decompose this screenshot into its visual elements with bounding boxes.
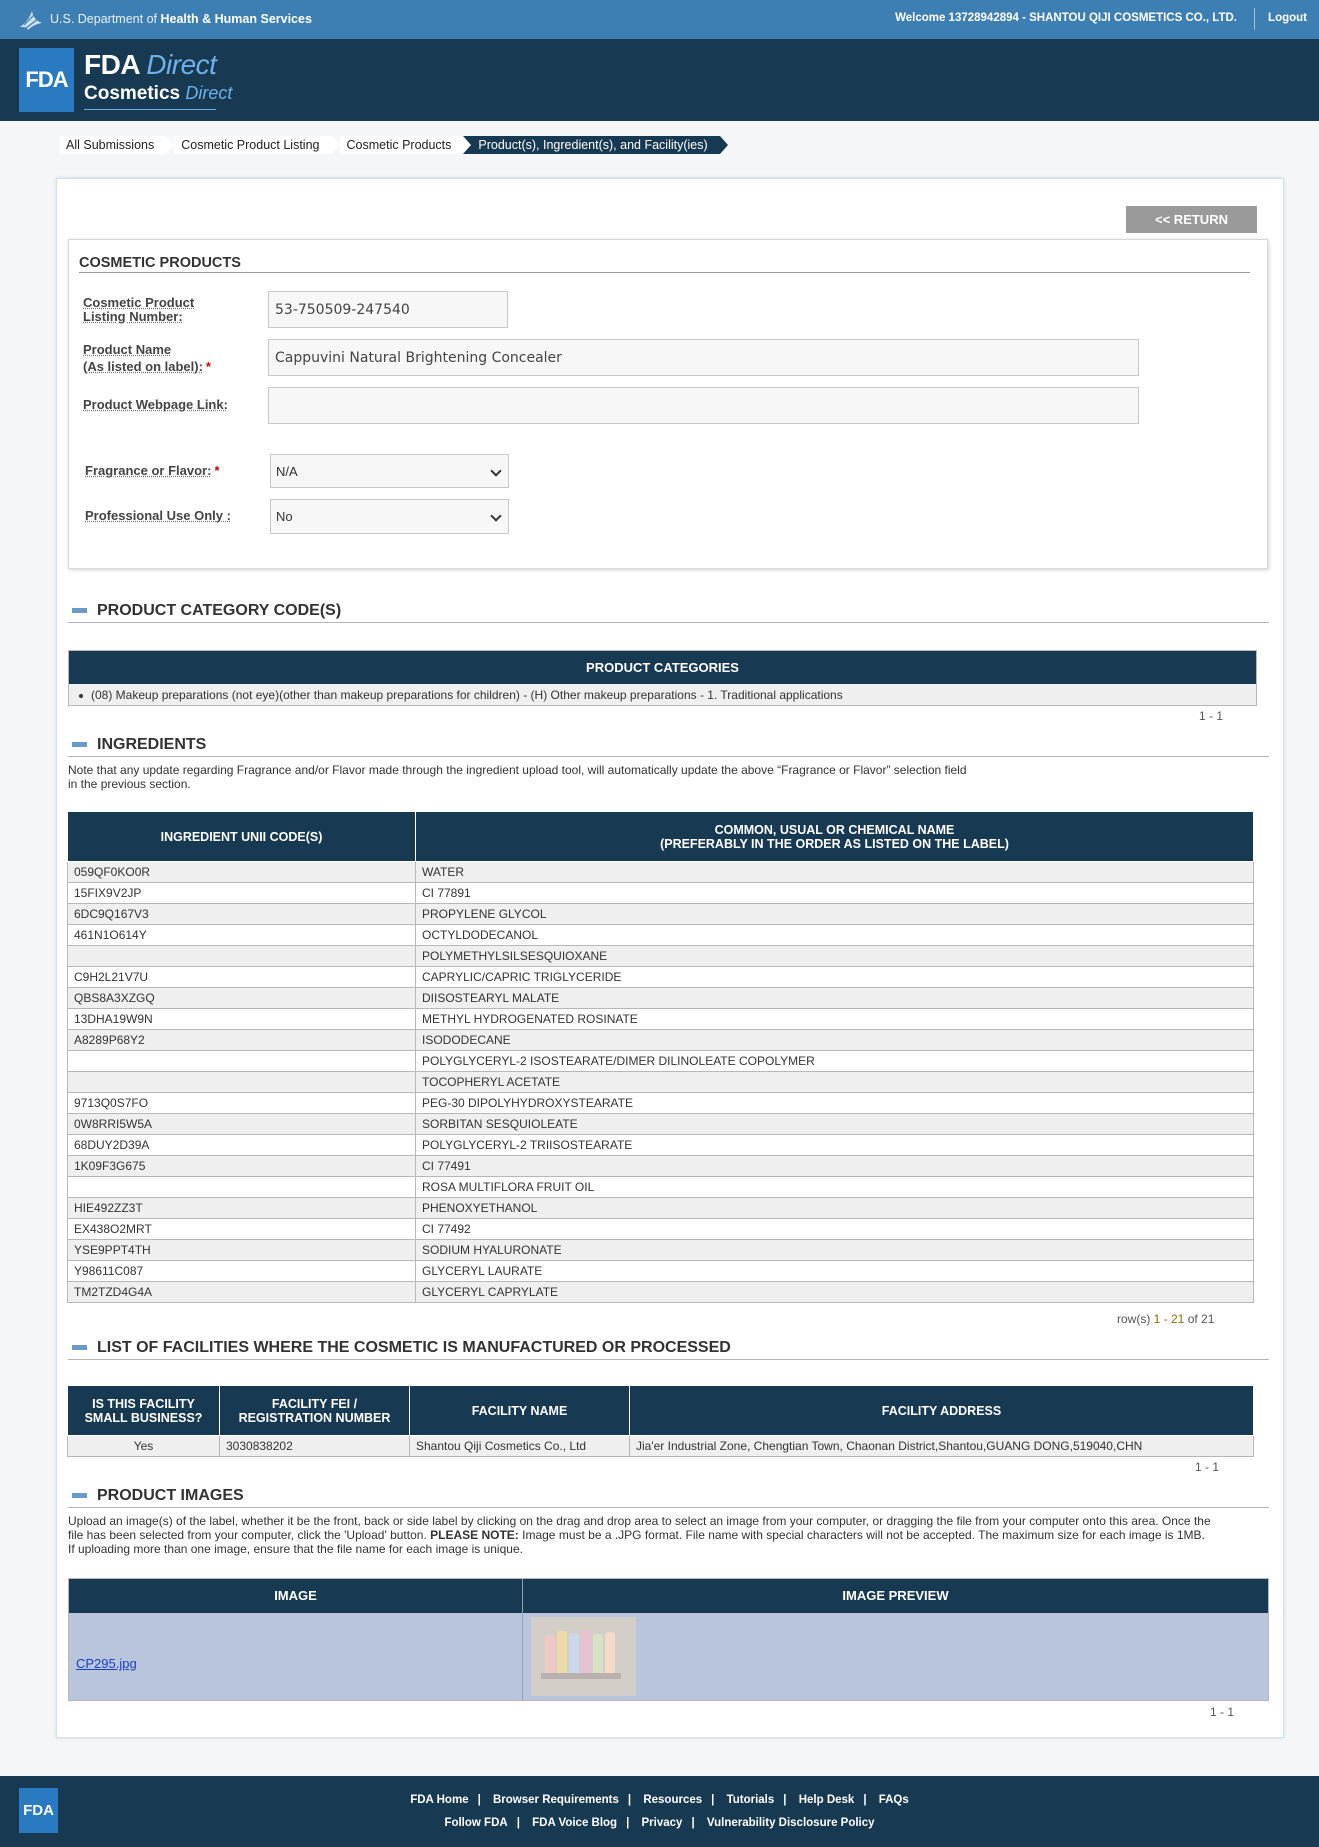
table-row xyxy=(68,988,1254,1009)
facility-name-header: FACILITY NAME xyxy=(410,1386,630,1436)
ingredient-unii-cell: 461N1O614Y xyxy=(68,925,416,946)
ingredient-name-cell: SORBITAN SESQUIOLEATE xyxy=(416,1114,1254,1135)
product-category-title: PRODUCT CATEGORY CODE(S) xyxy=(97,602,342,619)
facility-address-header: FACILITY ADDRESS xyxy=(630,1386,1254,1436)
ingredient-name-cell: SODIUM HYALURONATE xyxy=(416,1240,1254,1261)
section-divider xyxy=(79,272,1250,273)
table-row xyxy=(68,1282,1254,1303)
product-name-field[interactable]: Cappuvini Natural Brightening Concealer xyxy=(268,339,1139,376)
ingredient-unii-cell: YSE9PPT4TH xyxy=(68,1240,416,1261)
table-row xyxy=(68,946,1254,967)
webpage-link-field[interactable] xyxy=(268,387,1139,424)
ingredient-unii-cell: QBS8A3XZGQ xyxy=(68,988,416,1009)
table-row xyxy=(68,904,1254,925)
footer-links-row-1: FDA Home | Browser Requirements | Resources | Tutorials | Help Desk | FAQs xyxy=(410,1794,909,1806)
ingredient-unii-cell: Y98611C087 xyxy=(68,1261,416,1282)
facility-address-cell: Jia'er Industrial Zone, Chengtian Town, Chaonan District,Shantou,GUANG DONG,519040,CHN xyxy=(630,1436,1254,1457)
ingredient-name-cell: CI 77492 xyxy=(416,1219,1254,1240)
ingredient-name-cell: METHYL HYDROGENATED ROSINATE xyxy=(416,1009,1254,1030)
ingredient-name-cell: CI 77491 xyxy=(416,1156,1254,1177)
collapse-icon[interactable] xyxy=(72,1493,87,1498)
table-row xyxy=(68,1240,1254,1261)
product-name-label: Product Name (As listed on label): * xyxy=(83,342,211,374)
footer-links-row-2: Follow FDA | FDA Voice Blog | Privacy | Vulnerability Disclosure Policy xyxy=(444,1817,875,1829)
image-file-link[interactable]: CP295.jpg xyxy=(76,1656,137,1671)
professional-use-select[interactable]: No xyxy=(270,499,509,534)
ingredient-unii-header: INGREDIENT UNII CODE(S) xyxy=(68,812,416,862)
hhs-agency-text: U.S. Department of Health & Human Services xyxy=(50,12,312,26)
ingredient-name-cell: TOCOPHERYL ACETATE xyxy=(416,1072,1254,1093)
required-marker: * xyxy=(205,359,211,374)
ingredient-name-header: COMMON, USUAL OR CHEMICAL NAME (PREFERABLY IN THE ORDER AS LISTED ON THE LABEL) xyxy=(416,812,1254,862)
product-images-title: PRODUCT IMAGES xyxy=(97,1487,244,1504)
ingredients-title: INGREDIENTS xyxy=(97,736,207,753)
table-row xyxy=(68,1030,1254,1051)
ingredients-note: Note that any update regarding Fragrance and/or Flavor made through the ingredient upload tool, will automatically update the above “Fragrance or Flavor” selection field in the previous section. xyxy=(68,763,967,791)
ingredient-unii-cell: 13DHA19W9N xyxy=(68,1009,416,1030)
listing-number-field[interactable]: 53-750509-247540 xyxy=(268,291,508,328)
ingredient-name-cell: DIISOSTEARYL MALATE xyxy=(416,988,1254,1009)
ingredient-unii-cell xyxy=(68,1072,416,1093)
footer xyxy=(0,1776,1319,1847)
table-row xyxy=(68,1009,1254,1030)
ingredient-name-cell: ROSA MULTIFLORA FRUIT OIL xyxy=(416,1177,1254,1198)
ingredient-unii-cell xyxy=(68,1051,416,1072)
section-divider xyxy=(68,622,1269,623)
ingredient-name-cell: POLYGLYCERYL-2 ISOSTEARATE/DIMER DILINOLEATE COPOLYMER xyxy=(416,1051,1254,1072)
product-images-table xyxy=(68,1578,1269,1701)
ingredient-unii-cell: 9713Q0S7FO xyxy=(68,1093,416,1114)
product-categories-table xyxy=(68,650,1257,706)
return-button[interactable]: << RETURN xyxy=(1126,206,1257,233)
ingredients-pager: row(s) 1 - 21 of 21 xyxy=(1117,1312,1215,1326)
ingredient-unii-cell: C9H2L21V7U xyxy=(68,967,416,988)
breadcrumb xyxy=(59,136,728,154)
image-preview-header: IMAGE PREVIEW xyxy=(523,1579,1268,1613)
table-row xyxy=(68,967,1254,988)
product-images-note: Upload an image(s) of the label, whether it be the front, back or side label by clicking on the drag and drop area to select an image from your computer, or dragging the file from your computer onto this area. Once the file has been selected from your computer, click the 'Upload' button. PLEASE NOTE: Image must be a .JPG format. File name with special characters will not be accepted. The maximum size for each image is 1MB. If uploading more than one image, ensure that the file name for each image is unique. xyxy=(68,1514,1211,1556)
ingredient-name-cell: PHENOXYETHANOL xyxy=(416,1198,1254,1219)
product-photo-icon xyxy=(531,1617,636,1696)
hhs-top-bar xyxy=(0,0,1319,39)
table-row xyxy=(68,1114,1254,1135)
required-marker: * xyxy=(214,463,220,478)
collapse-icon[interactable] xyxy=(72,1345,87,1350)
facilities-title: LIST OF FACILITIES WHERE THE COSMETIC IS MANUFACTURED OR PROCESSED xyxy=(97,1339,731,1356)
ingredients-table-body xyxy=(68,862,1254,1303)
fda-header xyxy=(0,39,1319,121)
breadcrumb-all-submissions[interactable]: All Submissions xyxy=(59,136,166,154)
product-image-thumbnail[interactable] xyxy=(531,1617,636,1696)
ingredient-name-cell: OCTYLDODECANOL xyxy=(416,925,1254,946)
table-row xyxy=(68,883,1254,904)
section-divider xyxy=(68,1507,1269,1508)
breadcrumb-current-page: Product(s), Ingredient(s), and Facility(ies) xyxy=(471,136,719,154)
fda-direct-title: FDA Direct xyxy=(84,49,217,80)
ingredient-name-cell: GLYCERYL CAPRYLATE xyxy=(416,1282,1254,1303)
table-row xyxy=(68,925,1254,946)
table-row xyxy=(68,1177,1254,1198)
ingredient-name-cell: PROPYLENE GLYCOL xyxy=(416,904,1254,925)
breadcrumb-cosmetic-products[interactable]: Cosmetic Products xyxy=(340,136,464,154)
footer-link-vulnerability-disclosure[interactable]: Vulnerability Disclosure Policy xyxy=(706,1817,875,1829)
ingredient-unii-cell: 68DUY2D39A xyxy=(68,1135,416,1156)
footer-link-browser-requirements[interactable]: Browser Requirements xyxy=(493,1794,619,1806)
fei-cell: 3030838202 xyxy=(220,1436,410,1457)
section-divider xyxy=(68,1359,1269,1360)
category-item: (08) Makeup preparations (not eye)(other than makeup preparations for children) - (H) Other makeup preparations - 1. Traditional applications xyxy=(69,684,1256,706)
fragrance-select[interactable]: N/A xyxy=(270,454,509,488)
cosmetics-direct-title: Cosmetics Direct xyxy=(84,83,233,104)
footer-link-resources[interactable]: Resources xyxy=(643,1794,703,1806)
ingredient-name-cell: PEG-30 DIPOLYHYDROXYSTEARATE xyxy=(416,1093,1254,1114)
fei-header: FACILITY FEI / REGISTRATION NUMBER xyxy=(220,1386,410,1436)
ingredient-unii-cell: EX438O2MRT xyxy=(68,1219,416,1240)
footer-link-follow-fda[interactable]: Follow FDA xyxy=(444,1817,508,1829)
table-row xyxy=(68,1261,1254,1282)
table-row xyxy=(68,1135,1254,1156)
ingredient-unii-cell: 0W8RRI5W5A xyxy=(68,1114,416,1135)
table-row xyxy=(69,1613,1268,1700)
small-business-header: IS THIS FACILITY SMALL BUSINESS? xyxy=(68,1386,220,1436)
facility-name-cell: Shantou Qiji Cosmetics Co., Ltd xyxy=(410,1436,630,1457)
ingredient-unii-cell: TM2TZD4G4A xyxy=(68,1282,416,1303)
collapse-icon[interactable] xyxy=(72,742,87,747)
table-row xyxy=(68,1156,1254,1177)
listing-number-label: Cosmetic Product Listing Number: xyxy=(83,295,195,324)
chevron-down-icon xyxy=(490,465,501,476)
table-row xyxy=(68,1198,1254,1219)
image-header: IMAGE xyxy=(69,1579,522,1613)
footer-link-faqs[interactable]: FAQs xyxy=(878,1794,909,1806)
logout-link[interactable]: Logout xyxy=(1268,12,1307,24)
ingredient-name-cell: WATER xyxy=(416,862,1254,883)
cosmetic-products-title: COSMETIC PRODUCTS xyxy=(79,255,241,271)
ingredient-name-cell: CAPRYLIC/CAPRIC TRIGLYCERIDE xyxy=(416,967,1254,988)
ingredient-unii-cell xyxy=(68,946,416,967)
footer-link-fda-home[interactable]: FDA Home xyxy=(410,1794,469,1806)
facilities-pager: 1 - 1 xyxy=(1195,1460,1220,1474)
webpage-link-label: Product Webpage Link: xyxy=(83,397,228,412)
ingredient-unii-cell: 059QF0KO0R xyxy=(68,862,416,883)
footer-link-fda-voice-blog[interactable]: FDA Voice Blog xyxy=(532,1817,618,1829)
images-pager: 1 - 1 xyxy=(1210,1705,1235,1719)
table-row xyxy=(68,1436,1254,1457)
column-divider xyxy=(522,1579,523,1700)
fragrance-label: Fragrance or Flavor: * xyxy=(85,463,220,478)
product-categories-header: PRODUCT CATEGORIES xyxy=(69,651,1256,684)
hhs-eagle-icon xyxy=(18,9,44,31)
small-business-cell: Yes xyxy=(68,1436,220,1457)
ingredient-unii-cell: HIE492ZZ3T xyxy=(68,1198,416,1219)
table-row xyxy=(68,862,1254,883)
fda-logo[interactable]: FDA xyxy=(19,48,74,112)
ingredient-unii-cell: 6DC9Q167V3 xyxy=(68,904,416,925)
table-row xyxy=(68,1051,1254,1072)
facilities-table xyxy=(67,1385,1254,1457)
ingredient-unii-cell: 1K09F3G675 xyxy=(68,1156,416,1177)
footer-link-privacy[interactable]: Privacy xyxy=(641,1817,683,1829)
welcome-text: Welcome 13728942894 - SHANTOU QIJI COSMETICS CO., LTD. xyxy=(895,12,1237,24)
ingredient-name-cell: ISODODECANE xyxy=(416,1030,1254,1051)
ingredient-unii-cell: A8289P68Y2 xyxy=(68,1030,416,1051)
professional-use-label: Professional Use Only : xyxy=(85,508,231,523)
ingredient-name-cell: POLYMETHYLSILSESQUIOXANE xyxy=(416,946,1254,967)
ingredient-name-cell: POLYGLYCERYL-2 TRIISOSTEARATE xyxy=(416,1135,1254,1156)
footer-link-tutorials[interactable]: Tutorials xyxy=(726,1794,775,1806)
breadcrumb-cosmetic-product-listing[interactable]: Cosmetic Product Listing xyxy=(174,136,331,154)
header-separator xyxy=(1254,8,1255,30)
ingredients-table xyxy=(67,811,1254,1303)
ingredient-unii-cell: 15FIX9V2JP xyxy=(68,883,416,904)
table-row xyxy=(68,1219,1254,1240)
ingredient-unii-cell xyxy=(68,1177,416,1198)
chevron-down-icon xyxy=(490,510,501,521)
ingredient-name-cell: CI 77891 xyxy=(416,883,1254,904)
category-pager: 1 - 1 xyxy=(1199,709,1224,723)
ingredient-name-cell: GLYCERYL LAURATE xyxy=(416,1261,1254,1282)
title-underline xyxy=(84,109,216,110)
footer-link-help-desk[interactable]: Help Desk xyxy=(798,1794,855,1806)
collapse-icon[interactable] xyxy=(72,608,87,613)
table-row xyxy=(68,1072,1254,1093)
footer-fda-logo[interactable]: FDA xyxy=(19,1788,58,1833)
table-row xyxy=(68,1093,1254,1114)
section-divider xyxy=(68,756,1269,757)
